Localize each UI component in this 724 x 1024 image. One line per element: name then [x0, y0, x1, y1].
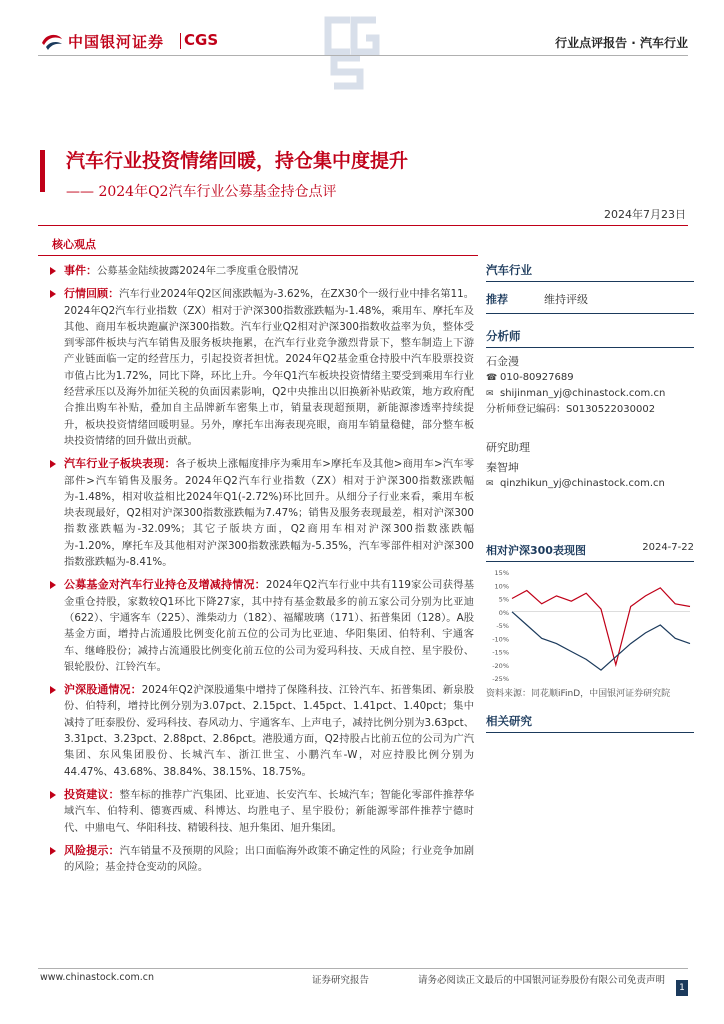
paragraph-text: 2024年Q2沪深股通集中增持了保隆科技、江铃汽车、拓普集团、新泉股份、伯特利，增持比例分别为3.07pct、2.15pct、1.45pct、1.41pct、1.40pct；集中减持了旺泰股份、爱玛科技、春风动力、宇通客车、上声电子，减持比例分别为3.63pct、3.31pct、3.23pct、2.88pct、2.86pct。港股通方面，Q2持股占比前五位的公司为广汽集团、东风集团股份、长城汽车、浙江世宝、小鹏汽车-W，对应持股比例分别为44.47%、43.68%、38.84%、38.15%、18.75%。	[64, 684, 474, 778]
paragraph-investment-advice	[48, 787, 474, 836]
email-icon: ✉	[486, 389, 494, 399]
analyst-phone: 010-80927689	[500, 372, 574, 383]
bullet-arrow-icon	[50, 267, 56, 275]
series-line-沪深300	[512, 612, 690, 670]
chart-source: 资料来源：同花顺iFinD，中国银河证券研究院	[486, 689, 671, 699]
document-type: 行业点评报告 · 汽车行业	[555, 36, 688, 50]
title-accent-bar	[40, 150, 45, 192]
brand-name-cn: 中国银河证券	[68, 33, 165, 51]
paragraph-text: 汽车行业2024年Q2区间涨跌幅为-3.62%，在ZX30个一级行业中排名第11。2024年Q2汽车行业指数（ZX）相对于沪深300指数涨跌幅为-1.48%，乘用车、摩托车及其他、商用车板块跑赢沪深300指数。汽车行业Q2相对沪深300指数收益率为负，整体受到零部件板块与汽车销售及服务板块拖累，在汽车行业竞争激烈背景下，整车制造上下游产业链面临一定的经营压力，引起投资者担忧。2024年Q2基金重仓持股中汽车股票投资市值占比为1.72%，同比下降，环比上升。今年Q1汽车板块投资情绪主要受到乘用车行业经营承压以及海外加征关税的负面因素影响，Q2中央推出以旧换新补贴政策，地方政府配合推出购车补贴，叠加自主品牌新车密集上市，销量表现超预期，新能源渗透率持续提升，板块投资情绪回暖明显。另外，摩托车出海表现亮眼，商用车销量稳健，部分整车板块投资情绪的回升做出贡献。	[64, 288, 474, 447]
phone-icon: ☎	[486, 373, 498, 383]
brand-name-en: CGS	[184, 31, 219, 49]
chart-title: 相对沪深300表现图	[486, 544, 586, 557]
paragraph-event	[48, 263, 474, 279]
paragraph-risk-warning	[48, 843, 474, 876]
title-divider	[38, 225, 688, 226]
bullet-arrow-icon	[50, 686, 56, 694]
assistant-email-row	[486, 476, 694, 492]
paragraph-lead: 汽车行业子板块表现：	[64, 457, 176, 471]
rating-label: 推荐	[486, 293, 508, 306]
y-tick-label: 0%	[498, 608, 509, 617]
report-title: 汽车行业投资情绪回暖，持仓集中度提升	[66, 150, 409, 172]
y-tick-label: -5%	[496, 622, 509, 630]
analyst-heading: 分析师	[486, 328, 694, 348]
related-research-heading: 相关研究	[486, 713, 694, 733]
y-tick-label: 10%	[494, 582, 509, 591]
analyst-cert: 分析师登记编码：S0130522030002	[486, 404, 656, 415]
y-tick-label: -15%	[492, 648, 509, 657]
footer-site[interactable]: www.chinastock.com.cn	[40, 972, 154, 983]
core-views-divider	[38, 255, 478, 256]
paragraph-market-review	[48, 286, 474, 449]
paragraph-text: 2024年Q2汽车行业中共有119家公司获得基金重仓持股，家数较Q1环比下降27家，其中持有基金数最多的前五家公司分别为比亚迪（622）、宇通客车（225）、潍柴动力（182）、福耀玻璃（171）、拓普集团（128）。A股基金方面，增持占流通股比例变化前五位的公司为比亚迪、华阳集团、伯特利、宇通客车、继峰股份；减持占流通股比例变化前五位的公司为爱玛科技、天成自控、星宇股份、银轮股份、江铃汽车。	[64, 579, 475, 673]
brand-separator	[180, 33, 181, 49]
bullet-arrow-icon	[50, 847, 56, 855]
relative-performance-chart	[486, 566, 694, 684]
footer-disclaimer: 请务必阅读正文最后的中国银河证券股份有限公司免责声明	[418, 975, 666, 986]
bullet-arrow-icon	[50, 460, 56, 468]
y-tick-label: -25%	[492, 675, 509, 683]
paragraph-lead: 投资建议：	[64, 787, 120, 801]
watermark-graphic	[320, 12, 384, 92]
paragraph-lead: 事件：	[64, 264, 97, 277]
publish-date: 2024年7月23日	[604, 208, 686, 221]
rating-row	[486, 291, 694, 314]
header-divider	[38, 55, 688, 56]
chart-heading-row	[486, 542, 694, 562]
analyst-email-row	[486, 386, 694, 402]
rating-value: 维持评级	[544, 293, 588, 306]
paragraph-stock-connect	[48, 682, 474, 780]
paragraph-lead: 风险提示：	[64, 843, 120, 857]
chart-date: 2024-7-22	[642, 542, 694, 553]
paragraph-text: 公募基金陆续披露2024年二季度重仓股情况	[97, 265, 299, 277]
footer-center: 证券研究报告	[312, 975, 370, 986]
y-tick-label: -10%	[492, 635, 509, 644]
chart-series	[512, 588, 690, 670]
core-views-heading: 核心观点	[52, 238, 96, 251]
series-line-汽车	[512, 588, 690, 665]
analyst-info	[486, 354, 694, 492]
brand-logo-icon	[40, 31, 64, 51]
assistant-email[interactable]: qinzhikun_yj@chinastock.com.cn	[500, 478, 665, 489]
paragraph-lead: 行情回顾：	[64, 287, 120, 301]
analyst-name: 石金漫	[486, 355, 519, 368]
paragraph-fund-holdings	[48, 577, 474, 675]
paragraph-text: 整车标的推荐广汽集团、比亚迪、长安汽车、长城汽车；智能化零部件推荐华域汽车、伯特利、德赛西威、科博达、均胜电子、星宇股份；新能源零部件推荐宁德时代、中鼎电气、华阳科技、精锻科技、旭升集团、旭升集团。	[64, 788, 475, 834]
bullet-arrow-icon	[50, 581, 56, 589]
paragraph-text: 各子板块上涨幅度排序为乘用车>摩托车及其他>商用车>汽车零部件>汽车销售及服务。2024年Q2汽车行业指数（ZX）相对于沪深300指数涨跌幅为-1.48%，相对收益相比2024年Q1(-2.72%)环比回升。从细分子行业来看，乘用车板块表现最好，Q2相对沪深300指数涨跌幅为7.47%；销售及服务表现最差，相对沪深300指数涨跌幅为-32.09%；其它子版块方面，Q2商用车相对沪深300指数涨跌幅为-1.20%，摩托车及其他相对沪深300指数涨跌幅为-5.35%，汽车零部件相对沪深300指数涨跌幅为-8.41%。	[64, 458, 474, 569]
assistant-name: 秦智坤	[486, 461, 519, 474]
bullet-arrow-icon	[50, 290, 56, 298]
y-tick-label: 5%	[498, 595, 509, 604]
email-icon: ✉	[486, 479, 494, 489]
page-number: 1	[676, 980, 688, 996]
chart-y-ticks	[492, 569, 690, 683]
paragraph-lead: 沪深股通情况：	[64, 683, 142, 697]
paragraph-sub-sectors	[48, 456, 474, 570]
analyst-email[interactable]: shijinman_yj@chinastock.com.cn	[500, 388, 666, 399]
bullet-arrow-icon	[50, 791, 56, 799]
y-tick-label: -20%	[492, 661, 509, 670]
analyst-phone-row	[486, 370, 694, 386]
y-tick-label: 15%	[494, 569, 509, 577]
report-subtitle: —— 2024年Q2汽车行业公募基金持仓点评	[66, 184, 337, 200]
paragraph-lead: 公募基金对汽车行业持仓及增减持情况：	[64, 578, 266, 592]
footer-divider	[38, 968, 688, 969]
industry-heading: 汽车行业	[486, 262, 694, 282]
assistant-title: 研究助理	[486, 441, 530, 454]
sidebar	[486, 256, 694, 733]
paragraph-text: 汽车销量不及预期的风险；出口面临海外政策不确定性的风险；行业竞争加剧的风险；基金持仓变动的风险。	[64, 844, 475, 874]
main-content	[48, 263, 474, 882]
